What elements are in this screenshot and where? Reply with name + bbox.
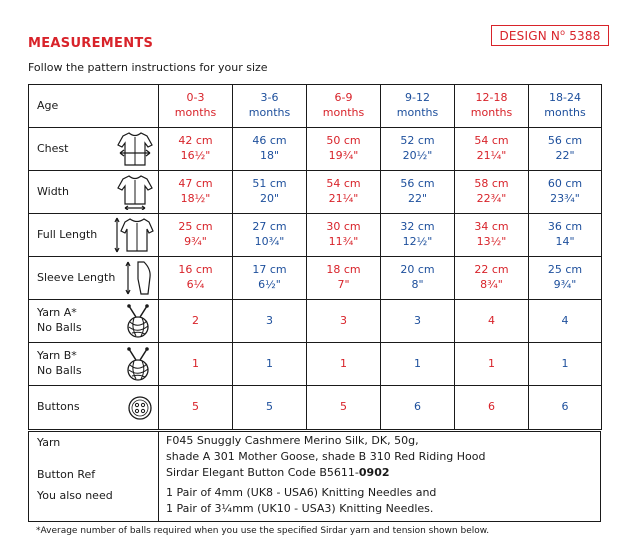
yarn-b-cell: 1 [529, 343, 602, 386]
full-length-cell: 36 cm 14" [529, 214, 602, 257]
yarn-a-cell: 3 [233, 300, 307, 343]
button-ref-value: Sirdar Elegant Button Code B5611-0902 [166, 466, 390, 479]
yarn-line-2: shade A 301 Mother Goose, shade B 310 Red Riding Hood [166, 450, 486, 463]
materials-divider [158, 432, 159, 521]
label-width: Width [29, 171, 159, 214]
yarn-b-cell: 1 [381, 343, 455, 386]
full-length-cell: 25 cm 9¾" [159, 214, 233, 257]
width-cell: 60 cm 23¾" [529, 171, 602, 214]
footnote: *Average number of balls required when you use the specified Sirdar yarn and tension shown below. [36, 526, 490, 536]
size-3-6: 3-6 months [233, 85, 307, 128]
materials-box [28, 431, 601, 522]
row-yarn-a [29, 300, 602, 343]
sleeve-length-cell: 18 cm 7" [307, 257, 381, 300]
label-age: Age [29, 85, 159, 128]
row-full-length [29, 214, 602, 257]
width-cell: 51 cm 20" [233, 171, 307, 214]
yarn-a-cell: 3 [307, 300, 381, 343]
yarn-ball-icon [122, 346, 154, 382]
sleeve-length-cell: 22 cm 8¾" [455, 257, 529, 300]
chest-cell: 52 cm 20½" [381, 128, 455, 171]
width-garment-icon [116, 174, 154, 210]
also-need-label: You also need [37, 489, 113, 502]
row-sleeve-length [29, 257, 602, 300]
buttons-cell: 6 [381, 386, 455, 430]
yarn-b-cell: 1 [159, 343, 233, 386]
row-width [29, 171, 602, 214]
sleeve-length-cell: 20 cm 8" [381, 257, 455, 300]
page-title: MEASUREMENTS [28, 36, 154, 51]
yarn-a-cell: 4 [529, 300, 602, 343]
chest-cell: 54 cm 21¼" [455, 128, 529, 171]
design-number-box [491, 25, 609, 46]
chest-garment-icon [116, 131, 154, 167]
buttons-cell: 5 [159, 386, 233, 430]
design-number: 5388 [569, 28, 601, 43]
width-cell: 47 cm 18½" [159, 171, 233, 214]
size-6-9: 6-9 months [307, 85, 381, 128]
label-full-length: Full Length [29, 214, 159, 257]
label-buttons: Buttons [29, 386, 159, 430]
chest-cell: 42 cm 16½" [159, 128, 233, 171]
button-icon [126, 394, 154, 422]
also-need-line-1: 1 Pair of 4mm (UK8 - USA6) Knitting Needles and [166, 486, 437, 499]
row-buttons [29, 386, 602, 430]
yarn-b-cell: 1 [307, 343, 381, 386]
label-yarn-b: Yarn B* No Balls [29, 343, 159, 386]
yarn-b-cell: 1 [455, 343, 529, 386]
label-sleeve-length: Sleeve Length [29, 257, 159, 300]
buttons-cell: 5 [233, 386, 307, 430]
chest-cell: 50 cm 19¾" [307, 128, 381, 171]
sleeve-length-cell: 17 cm 6½" [233, 257, 307, 300]
row-chest [29, 128, 602, 171]
sleeve-length-cell: 16 cm 6¼ [159, 257, 233, 300]
full-length-garment-icon [114, 216, 154, 254]
button-ref-label: Button Ref [37, 468, 96, 481]
chest-cell: 46 cm 18" [233, 128, 307, 171]
intro-text: Follow the pattern instructions for your size [28, 61, 268, 74]
buttons-cell: 6 [455, 386, 529, 430]
yarn-ball-icon [122, 303, 154, 339]
yarn-a-cell: 2 [159, 300, 233, 343]
yarn-b-cell: 1 [233, 343, 307, 386]
yarn-label: Yarn [37, 436, 61, 449]
full-length-cell: 34 cm 13½" [455, 214, 529, 257]
yarn-a-cell: 4 [455, 300, 529, 343]
yarn-line-1: F045 Snuggly Cashmere Merino Silk, DK, 50g, [166, 434, 419, 447]
measurements-table [28, 84, 602, 430]
size-18-24: 18-24 months [529, 85, 602, 128]
full-length-cell: 30 cm 11¾" [307, 214, 381, 257]
size-9-12: 9-12 months [381, 85, 455, 128]
sleeve-icon [124, 259, 154, 297]
size-0-3: 0-3 months [159, 85, 233, 128]
full-length-cell: 32 cm 12½" [381, 214, 455, 257]
width-cell: 54 cm 21¼" [307, 171, 381, 214]
chest-cell: 56 cm 22" [529, 128, 602, 171]
width-cell: 58 cm 22¾" [455, 171, 529, 214]
buttons-cell: 6 [529, 386, 602, 430]
yarn-a-cell: 3 [381, 300, 455, 343]
design-label: DESIGN $N^o$ [499, 28, 566, 43]
row-yarn-b [29, 343, 602, 386]
label-yarn-a: Yarn A* No Balls [29, 300, 159, 343]
row-age [29, 85, 602, 128]
label-chest: Chest [29, 128, 159, 171]
width-cell: 56 cm 22" [381, 171, 455, 214]
size-12-18: 12-18 months [455, 85, 529, 128]
also-need-line-2: 1 Pair of 3¼mm (UK10 - USA3) Knitting Needles. [166, 502, 434, 515]
sleeve-length-cell: 25 cm 9¾" [529, 257, 602, 300]
full-length-cell: 27 cm 10¾" [233, 214, 307, 257]
buttons-cell: 5 [307, 386, 381, 430]
